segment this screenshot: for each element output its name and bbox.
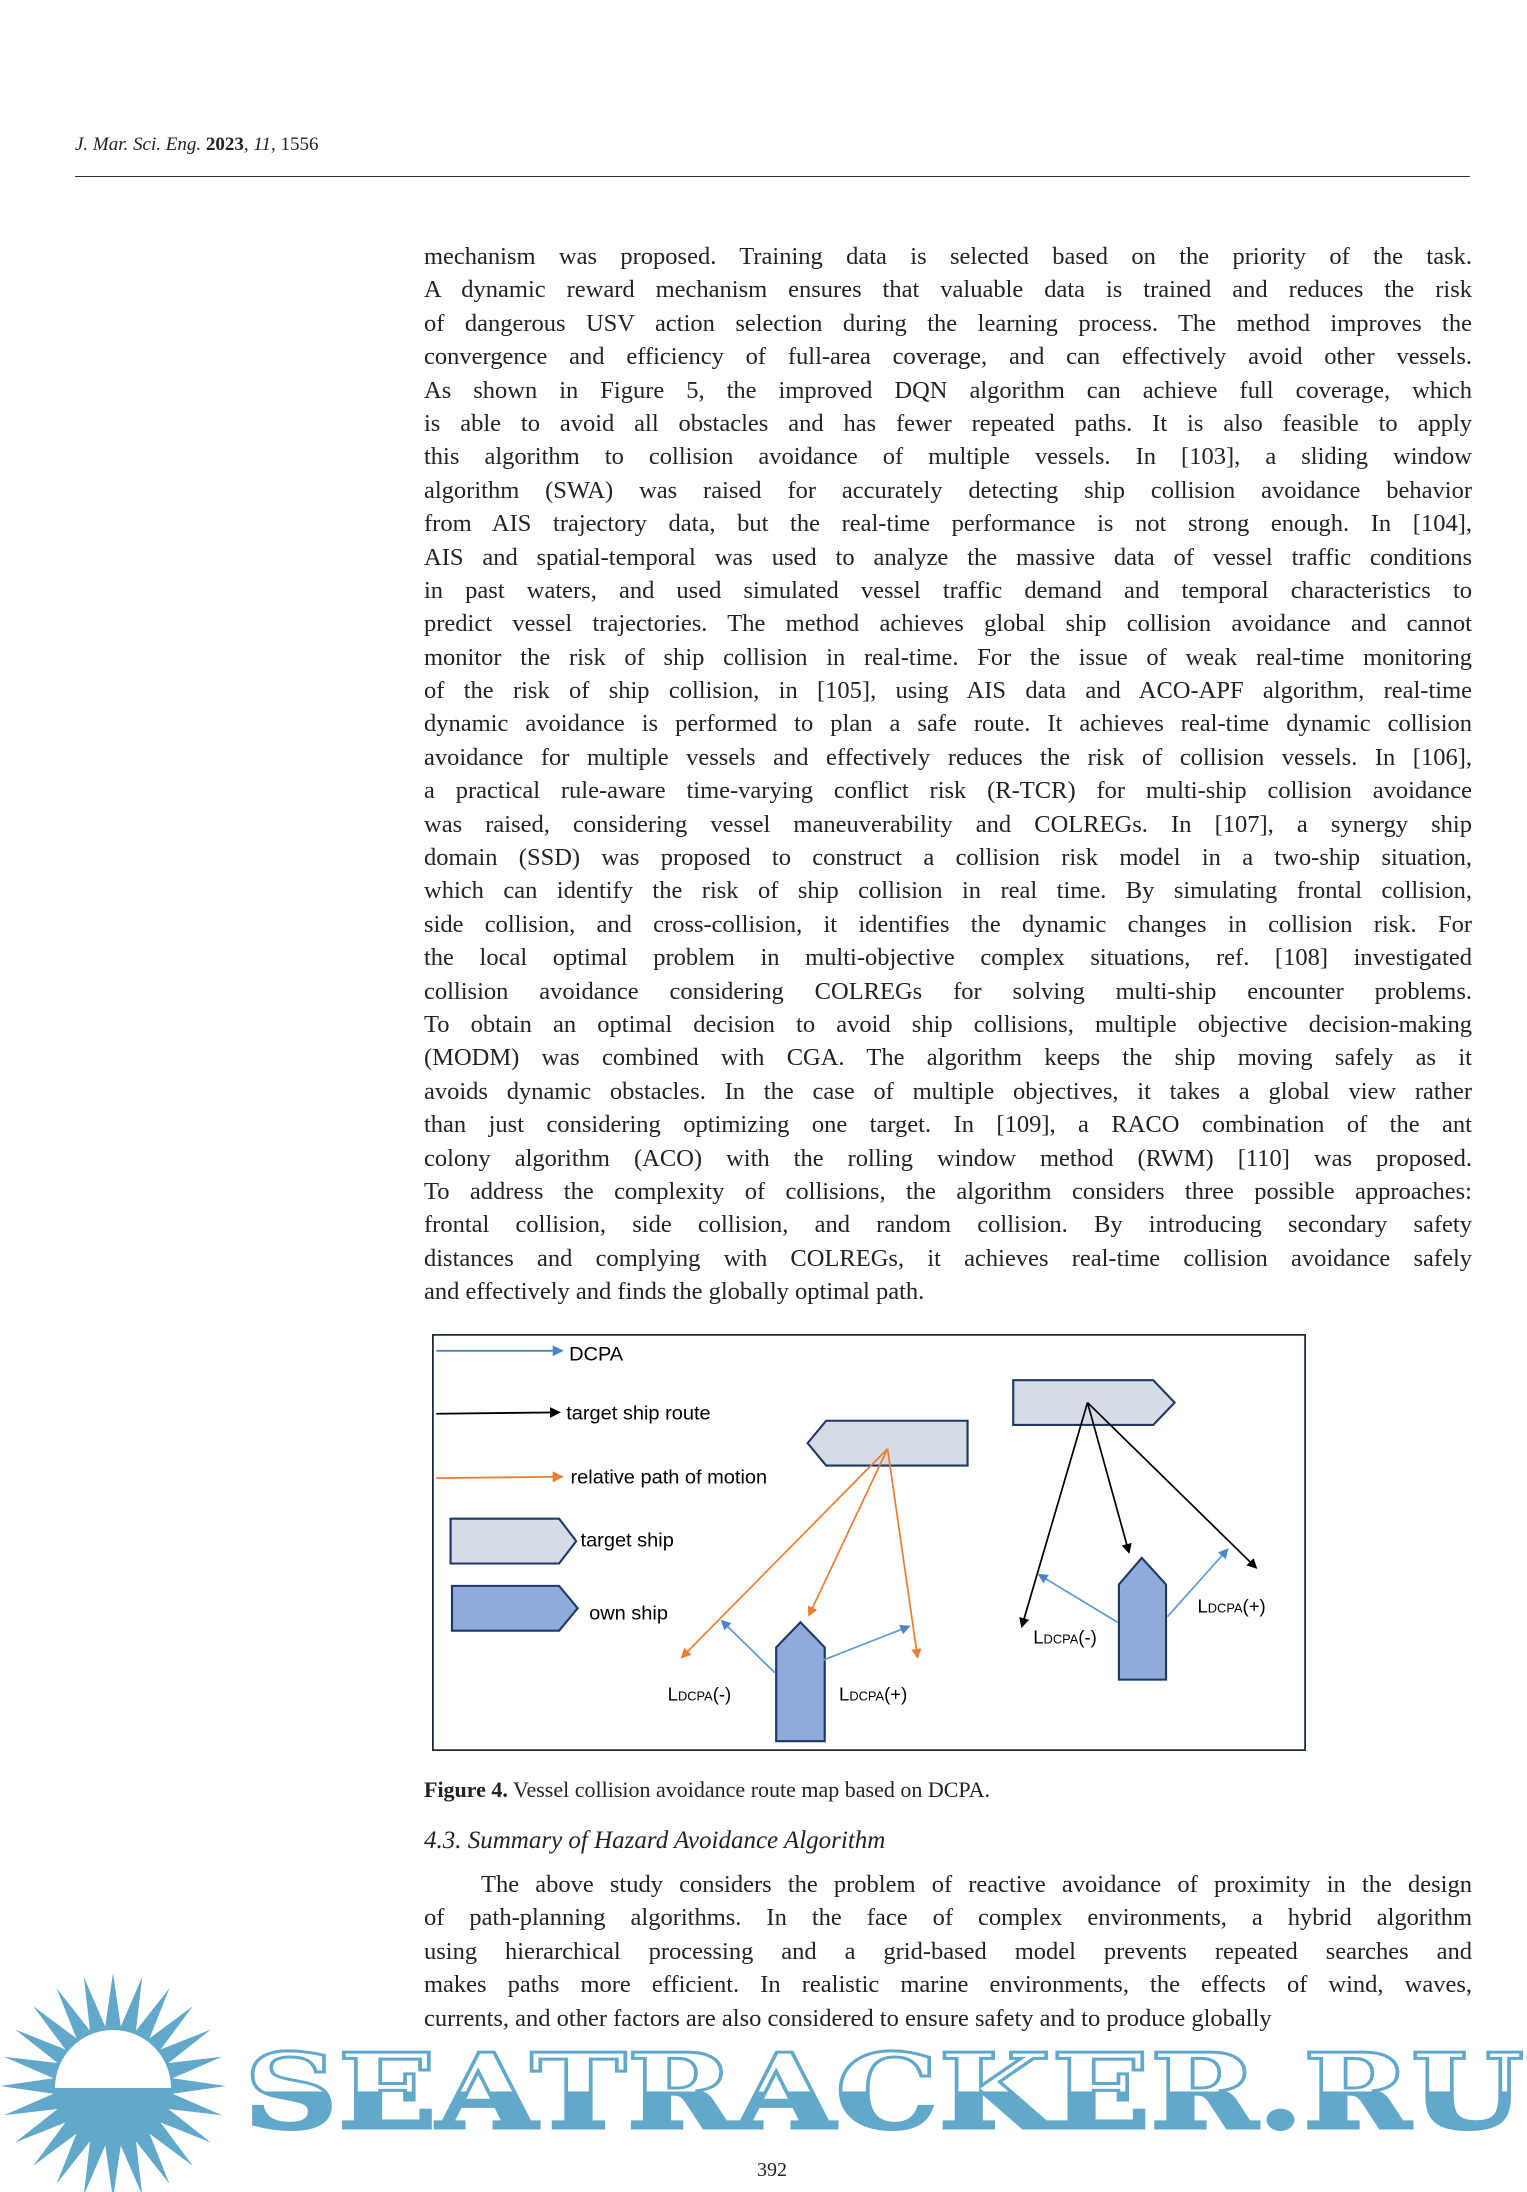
- journal-year: 2023: [205, 134, 244, 155]
- text-line: To obtain an optimal decision to avoid ship collisions, multiple objective decision-making: [424, 1010, 1472, 1038]
- text-line: was raised, considering vessel maneuverability and COLREGs. In [107], a synergy ship: [424, 810, 1472, 838]
- section-number: 4.3.: [424, 1827, 462, 1854]
- text-line: currents, and other factors are also considered to ensure safety and to produce globally: [424, 2004, 1272, 2032]
- text-line: AIS and spatial-temporal was used to analyze the massive data of vessel traffic conditions: [424, 543, 1472, 571]
- caption-text: Vessel collision avoidance route map based on DCPA.: [513, 1777, 991, 1802]
- text-line: of dangerous USV action selection during the learning process. The method improves the: [424, 309, 1472, 337]
- text-line: and effectively and finds the globally optimal path.: [424, 1278, 925, 1306]
- text-line: As shown in Figure 5, the improved DQN algorithm can achieve full coverage, which: [424, 376, 1472, 404]
- text-line: collision avoidance considering COLREGs for solving multi-ship encounter problems.: [424, 977, 1472, 1005]
- journal-name: J. Mar. Sci. Eng.: [75, 134, 202, 155]
- text-line: convergence and efficiency of full-area coverage, and can effectively avoid other vessels.: [424, 343, 1472, 371]
- legend-relative-path: relative path of motion: [570, 1466, 768, 1489]
- target-ship-legend-icon: [451, 1519, 577, 1564]
- text-line: in past waters, and used simulated vessel traffic demand and temporal characteristics to: [424, 576, 1472, 604]
- text-line: (MODM) was combined with CGA. The algorithm keeps the ship moving safely as it: [424, 1044, 1472, 1072]
- ldcpa-minus-label: LDCPA(-): [1033, 1626, 1097, 1648]
- text-line: monitor the risk of ship collision in real-time. For the issue of weak real-time monitoring: [424, 643, 1472, 671]
- page-number: 392: [757, 2159, 787, 2181]
- own-ship-shape: [1119, 1558, 1166, 1680]
- text-line: of path-planning algorithms. In the face of complex environments, a hybrid algorithm: [424, 1904, 1472, 1932]
- ldcpa-minus-label: LDCPA(-): [667, 1683, 732, 1705]
- own-ship-legend-icon: [452, 1586, 578, 1631]
- text-line: frontal collision, side collision, and random collision. By introducing secondary safety: [424, 1211, 1472, 1239]
- text-line: distances and complying with COLREGs, it achieves real-time collision avoidance safely: [424, 1244, 1472, 1272]
- text-line: of the risk of ship collision, in [105], using AIS data and ACO-APF algorithm, real-time: [424, 677, 1472, 705]
- watermark-text: SEATRACKER.RU: [244, 2030, 1524, 2153]
- text-line: dynamic avoidance is performed to plan a safe route. It achieves real-time dynamic collision: [424, 710, 1472, 738]
- legend-dcpa: DCPA: [569, 1343, 624, 1366]
- body-paragraph-1: [424, 240, 1472, 1309]
- own-ship-shape: [776, 1622, 825, 1741]
- text-line: than just considering optimizing one target. In [109], a RACO combination of the ant: [424, 1111, 1472, 1139]
- text-line: predict vessel trajectories. The method achieves global ship collision avoidance and cannot: [424, 610, 1472, 638]
- figure-caption: [424, 1776, 990, 1804]
- text-line: is able to avoid all obstacles and has fewer repeated paths. It is also feasible to apply: [424, 409, 1472, 437]
- figure-4-diagram: [432, 1334, 1306, 1751]
- text-line: mechanism was proposed. Training data is selected based on the priority of the task.: [424, 243, 1472, 270]
- text-line: avoids dynamic obstacles. In the case of multiple objectives, it takes a global view rather: [424, 1077, 1472, 1105]
- text-line: The above study considers the problem of reactive avoidance of proximity in the design: [481, 1871, 1472, 1898]
- legend-target-route: target ship route: [566, 1402, 711, 1425]
- text-line: this algorithm to collision avoidance of multiple vessels. In [103], a sliding window: [424, 443, 1472, 471]
- text-line: avoidance for multiple vessels and effectively reduces the risk of collision vessels. In [106],: [424, 743, 1472, 771]
- section-title: Summary of Hazard Avoidance Algorithm: [467, 1827, 886, 1854]
- text-line: using hierarchical processing and a grid-based model prevents repeated searches and: [424, 1937, 1472, 1965]
- legend-own-ship: own ship: [589, 1602, 668, 1625]
- ldcpa-plus-label: LDCPA(+): [839, 1683, 908, 1705]
- text-line: a practical rule-aware time-varying conflict risk (R-TCR) for multi-ship collision avoidance: [424, 777, 1472, 805]
- running-header: J. Mar. Sci. Eng. 2023, 11, 1556: [75, 134, 319, 155]
- text-line: colony algorithm (ACO) with the rolling window method (RWM) [110] was proposed.: [424, 1144, 1472, 1172]
- text-line: makes paths more efficient. In realistic marine environments, the effects of wind, waves,: [424, 1971, 1472, 1999]
- target-ship-shape: [1013, 1380, 1174, 1425]
- text-line: domain (SSD) was proposed to construct a collision risk model in a two-ship situation,: [424, 844, 1472, 872]
- text-line: from AIS trajectory data, but the real-time performance is not strong enough. In [104],: [424, 510, 1472, 538]
- text-line: A dynamic reward mechanism ensures that valuable data is trained and reduces the risk: [424, 276, 1472, 304]
- text-line: side collision, and cross-collision, it identifies the dynamic changes in collision risk. For: [424, 910, 1472, 938]
- header-rule: [75, 176, 1470, 177]
- sun-logo-icon: [0, 1973, 226, 2192]
- text-line: the local optimal problem in multi-objective complex situations, ref. [108] investigated: [424, 944, 1472, 972]
- text-line: algorithm (SWA) was raised for accurately detecting ship collision avoidance behavior: [424, 476, 1472, 504]
- article-number: 1556: [280, 134, 319, 155]
- text-line: To address the complexity of collisions, the algorithm considers three possible approaches:: [424, 1177, 1472, 1205]
- journal-volume: 11: [253, 134, 271, 155]
- ldcpa-plus-label: LDCPA(+): [1197, 1595, 1266, 1617]
- caption-label: Figure 4.: [424, 1777, 508, 1802]
- text-line: which can identify the risk of ship collision in real time. By simulating frontal collision,: [424, 877, 1472, 905]
- section-heading: [424, 1826, 885, 1856]
- target-ship-shape: [808, 1421, 968, 1466]
- legend-target-ship: target ship: [580, 1529, 674, 1552]
